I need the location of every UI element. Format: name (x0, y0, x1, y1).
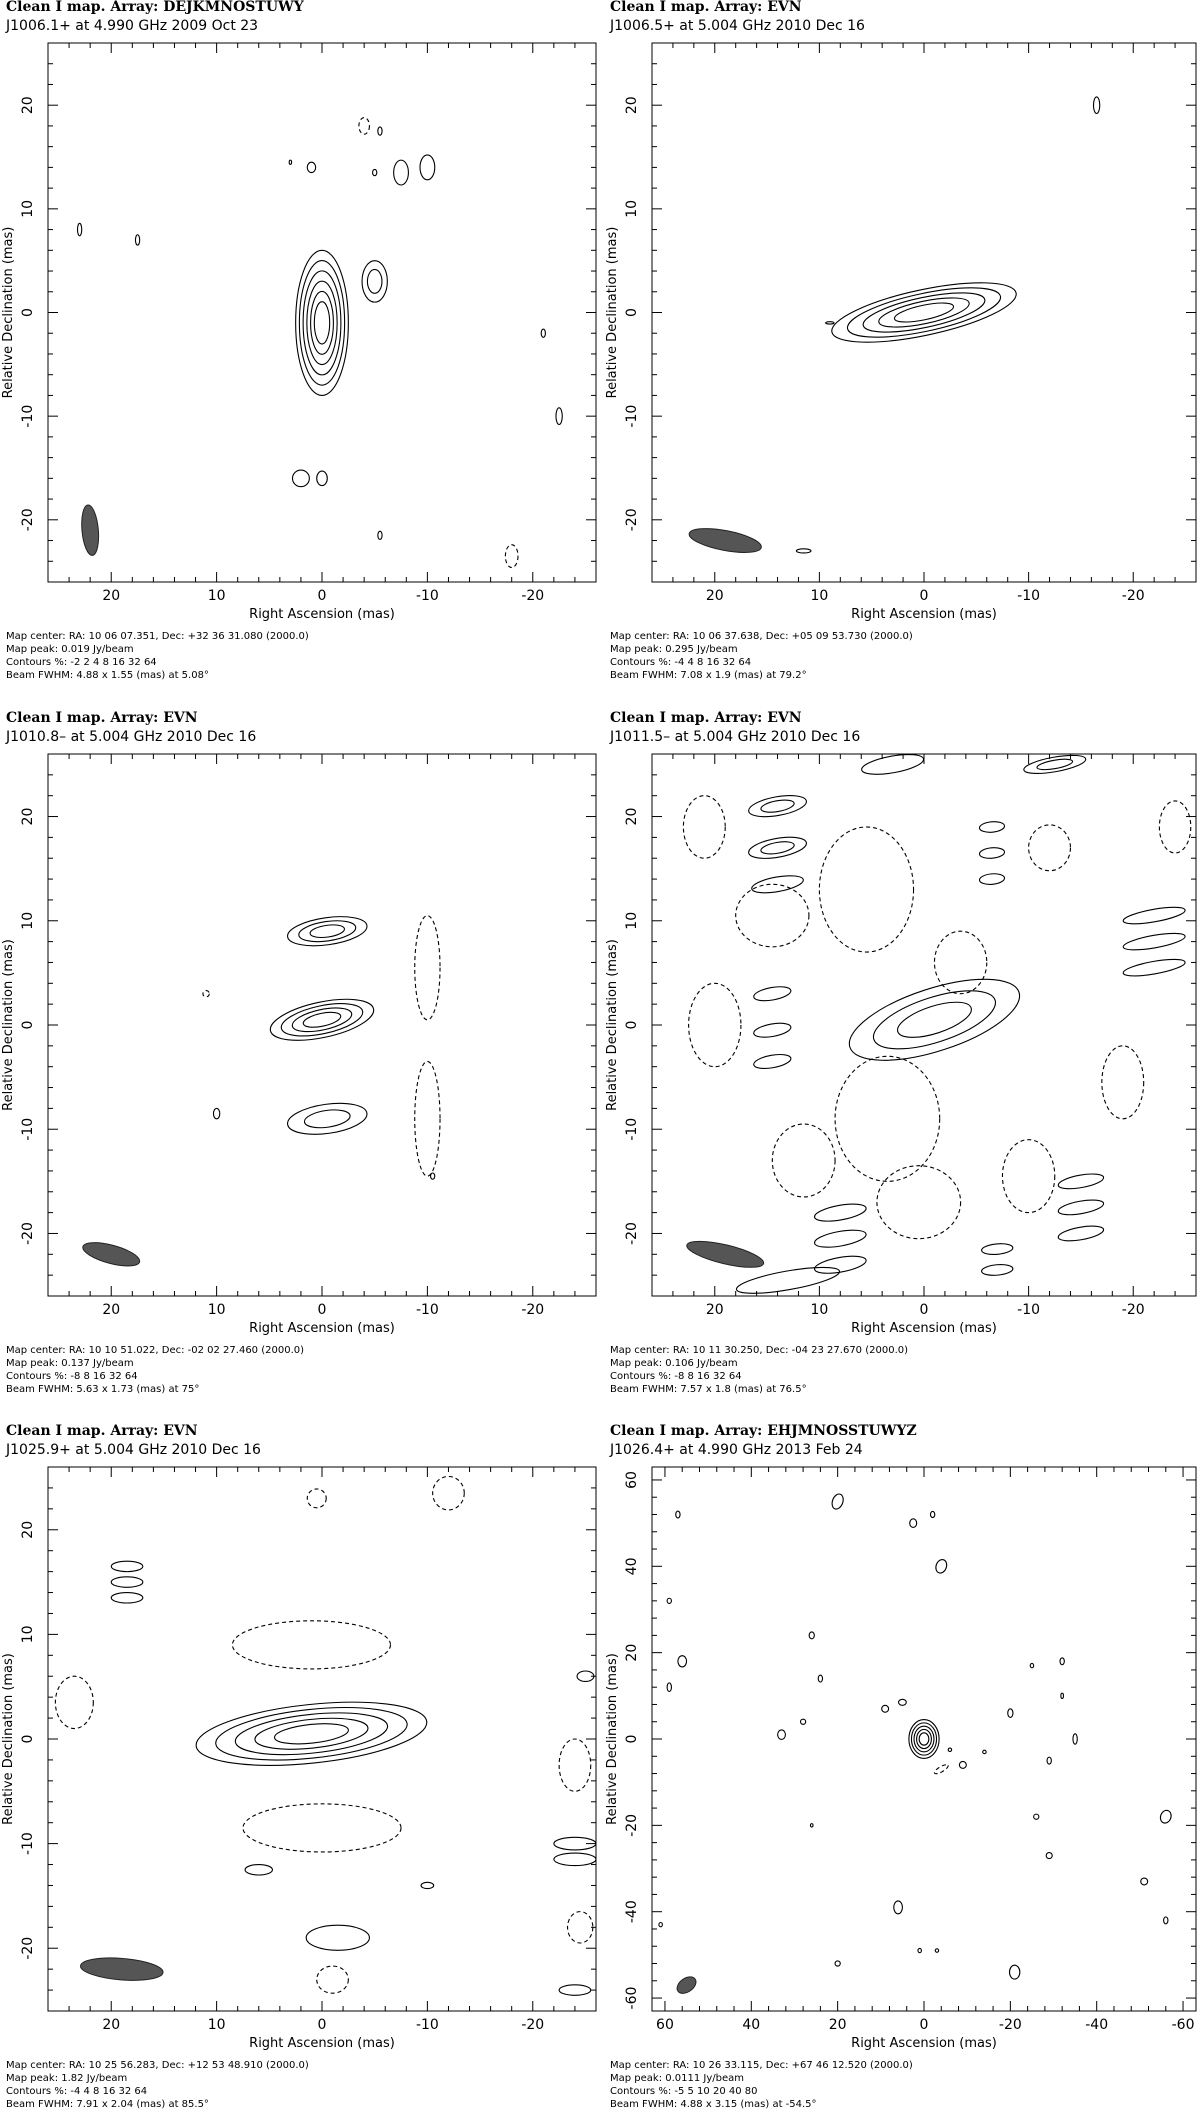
x-tick-label: -10 (415, 2017, 439, 2033)
contour-2-level-1 (267, 992, 377, 1049)
x-tick-label: 10 (810, 1302, 829, 1318)
x-tick-label: 20 (102, 1302, 121, 1318)
contour-37-level-1 (983, 1750, 986, 1753)
x-axis-label: Right Ascension (mas) (851, 2036, 997, 2051)
x-tick-label: 20 (102, 2017, 121, 2033)
contour-23-level-1 (772, 1124, 835, 1197)
contour-8-level-1 (979, 847, 1005, 860)
contour-34-level-1 (1164, 1917, 1168, 1924)
map-panel-6 (605, 1423, 1196, 2110)
beam-ellipse (685, 1236, 766, 1273)
y-tick-label: -20 (20, 1936, 36, 1960)
y-tick-label: 10 (20, 1625, 36, 1644)
x-tick-label: 10 (207, 2017, 226, 2033)
contour-4-level-1 (930, 1511, 934, 1517)
x-tick-label: -20 (521, 1302, 545, 1318)
contour-25-level-1 (877, 1166, 961, 1239)
map-panel-4 (605, 710, 1196, 1395)
contour-10-level-1 (245, 1865, 272, 1875)
contour-layer (55, 1476, 596, 1995)
x-tick-label: -40 (1085, 2017, 1109, 2033)
map-info-line: Beam FWHM: 5.63 x 1.73 (mas) at 75° (6, 1384, 200, 1395)
contour-18-level-1 (559, 1985, 591, 1995)
contour-22-level-1 (933, 1763, 949, 1775)
panel-title: Clean I map. Array: EVN (610, 0, 802, 15)
contour-1-level-2 (911, 1723, 936, 1755)
contour-1-level-1 (909, 1720, 939, 1759)
contour-9-level-1 (979, 873, 1005, 886)
contour-36-level-1 (948, 1748, 951, 1751)
beam-ellipse (674, 1973, 699, 1996)
map-info-line: Map center: RA: 10 26 33.115, Dec: +67 46 12.520 (2000.0) (610, 2060, 913, 2071)
source-subtitle: J1026.4+ at 4.990 GHz 2013 Feb 24 (610, 1442, 863, 1458)
contour-11-level-1 (135, 235, 139, 245)
plot-frame (652, 754, 1196, 1296)
contour-6-level-1 (111, 1593, 143, 1603)
contour-2-level-1 (830, 1492, 845, 1510)
contour-layer (683, 751, 1190, 1299)
x-tick-label: 0 (317, 1302, 327, 1318)
source-subtitle: J1025.9+ at 5.004 GHz 2010 Dec 16 (6, 1442, 261, 1458)
y-tick-label: -20 (624, 508, 640, 532)
x-tick-label: -60 (1171, 2017, 1195, 2033)
x-tick-label: -20 (1121, 588, 1145, 604)
contour-3-level-2 (303, 1107, 351, 1130)
x-axis-label: Right Ascension (mas) (851, 1321, 997, 1336)
beam-ellipse (80, 504, 101, 556)
contour-17-level-1 (505, 545, 518, 568)
contour-28-level-1 (810, 1824, 813, 1827)
x-tick-label: -10 (1017, 588, 1041, 604)
y-tick-label: -10 (20, 1117, 36, 1141)
map-info-line: Beam FWHM: 4.88 x 1.55 (mas) at 5.08° (6, 670, 209, 681)
contour-14-level-1 (1159, 801, 1190, 853)
contour-7-level-1 (667, 1598, 671, 1603)
contour-14-level-1 (559, 1739, 591, 1791)
map-info-line: Contours %: -2 2 4 8 16 32 64 (6, 657, 157, 668)
contour-26-level-1 (1159, 1809, 1173, 1825)
contour-2-level-2 (279, 998, 366, 1043)
contour-layer (81, 912, 441, 1271)
y-tick-label: -20 (20, 1222, 36, 1245)
contour-4-level-1 (111, 1561, 143, 1571)
contour-1-level-6 (314, 302, 329, 344)
contour-1-level-4 (253, 1714, 369, 1754)
map-info-line: Map center: RA: 10 10 51.022, Dec: -02 02 27.460 (2000.0) (6, 1345, 305, 1356)
x-tick-label: 20 (705, 1302, 724, 1318)
map-info-line: Contours %: -4 4 8 16 32 64 (6, 2086, 148, 2097)
plot-frame (652, 43, 1196, 582)
contour-2-level-1 (747, 792, 808, 821)
contour-26-level-1 (813, 1201, 867, 1224)
contour-34-level-1 (1057, 1223, 1105, 1243)
contour-1-level-2 (299, 261, 344, 386)
contour-4-level-1 (420, 155, 435, 180)
contour-6-level-1 (378, 127, 382, 135)
contour-14-level-1 (292, 470, 309, 487)
contour-1-level-5 (893, 299, 955, 326)
y-tick-label: 60 (624, 1471, 640, 1489)
x-tick-label: 0 (919, 2017, 929, 2033)
source-subtitle: J1010.8– at 5.004 GHz 2010 Dec 16 (6, 729, 257, 745)
beam-ellipse (80, 1955, 164, 1983)
contour-16-level-1 (819, 827, 913, 952)
contour-8-level-1 (433, 1476, 465, 1509)
x-tick-label: -20 (521, 588, 545, 604)
plot-frame (48, 1467, 596, 2011)
y-tick-label: 0 (20, 1020, 36, 1030)
x-tick-label: -20 (1121, 1302, 1145, 1318)
contour-13-level-1 (317, 1966, 349, 1993)
contour-13-level-1 (556, 408, 562, 425)
contour-30-level-1 (1002, 1140, 1054, 1213)
contour-16-level-1 (1008, 1709, 1013, 1718)
contour-7-level-1 (373, 169, 377, 175)
y-tick-label: 0 (624, 308, 640, 317)
y-tick-label: -40 (624, 1900, 640, 1924)
contour-3-level-1 (796, 549, 811, 553)
contour-5-level-1 (111, 1577, 143, 1587)
contour-18-level-1 (1030, 1663, 1033, 1667)
map-info-line: Contours %: -5 5 10 20 40 80 (610, 2086, 758, 2097)
contour-15-level-1 (683, 796, 725, 859)
map-info-line: Contours %: -8 8 16 32 64 (610, 1371, 742, 1382)
contour-5-level-1 (359, 118, 370, 135)
y-tick-label: 0 (624, 1734, 640, 1744)
source-subtitle: J1011.5– at 5.004 GHz 2010 Dec 16 (610, 729, 861, 745)
contour-13-level-1 (899, 1699, 907, 1705)
contour-32-level-1 (1057, 1171, 1105, 1191)
map-info-line: Map peak: 0.0111 Jy/beam (610, 2073, 745, 2084)
contour-6-level-1 (676, 1511, 680, 1518)
contour-1-level-1 (286, 912, 369, 950)
y-tick-label: 10 (20, 199, 36, 218)
contour-3-level-1 (910, 1519, 917, 1528)
map-info-line: Map peak: 0.106 Jy/beam (610, 1358, 738, 1369)
x-tick-label: 10 (810, 588, 829, 604)
map-info-line: Map peak: 0.019 Jy/beam (6, 644, 134, 655)
y-tick-label: 20 (20, 807, 36, 826)
x-axis-label: Right Ascension (mas) (249, 2036, 395, 2051)
contour-35-level-1 (659, 1922, 662, 1926)
contour-2-level-2 (760, 798, 795, 814)
x-tick-label: -10 (1017, 1302, 1041, 1318)
x-tick-label: 0 (919, 1302, 929, 1318)
panel-title: Clean I map. Array: EVN (6, 710, 198, 726)
y-tick-label: -10 (20, 1832, 36, 1856)
contour-21-level-1 (1047, 1757, 1051, 1764)
contour-5-level-1 (860, 751, 925, 778)
y-axis-label: Relative Declination (mas) (605, 226, 620, 399)
y-tick-label: 0 (20, 308, 36, 317)
x-axis-label: Right Ascension (mas) (851, 607, 997, 622)
contour-7-level-1 (979, 821, 1005, 834)
map-info-line: Contours %: -4 4 8 16 32 64 (610, 657, 752, 668)
contour-24-level-1 (1034, 1814, 1039, 1819)
contour-2-level-1 (362, 261, 387, 302)
contour-7-level-1 (213, 1108, 219, 1118)
contour-2-level-3 (290, 1004, 354, 1037)
x-tick-label: 0 (919, 588, 929, 604)
y-tick-label: 40 (624, 1557, 640, 1576)
y-tick-label: 20 (20, 96, 36, 115)
contour-3-level-2 (760, 840, 795, 856)
contour-8-level-1 (307, 162, 315, 172)
contour-7-level-1 (55, 1676, 93, 1728)
contour-9-level-1 (289, 160, 291, 164)
contour-27-level-1 (1141, 1878, 1148, 1885)
contour-8-level-1 (678, 1656, 687, 1667)
contour-25-level-1 (1046, 1853, 1052, 1859)
y-tick-label: 0 (624, 1020, 640, 1030)
contour-2-level-2 (367, 269, 382, 293)
contour-15-level-1 (801, 1719, 806, 1724)
contour-1-level-3 (894, 995, 976, 1045)
contour-19-level-1 (753, 984, 792, 1003)
x-tick-label: -10 (415, 1302, 439, 1318)
map-panel-2 (605, 0, 1196, 681)
contour-16-level-1 (378, 531, 382, 539)
map-info-line: Contours %: -8 8 16 32 64 (6, 1371, 138, 1382)
beam-ellipse (81, 1238, 142, 1271)
map-info-line: Map center: RA: 10 25 56.283, Dec: +12 53 48.910 (2000.0) (6, 2060, 309, 2071)
contour-29-level-1 (894, 1901, 903, 1914)
y-tick-label: -10 (624, 404, 640, 428)
contour-23-level-1 (959, 1761, 966, 1768)
contour-12-level-1 (306, 1925, 369, 1950)
panel-title: Clean I map. Array: EVN (610, 710, 802, 726)
source-subtitle: J1006.5+ at 5.004 GHz 2010 Dec 16 (610, 18, 865, 34)
y-tick-label: -60 (624, 1986, 640, 2010)
contour-3-level-1 (394, 160, 409, 185)
map-panel-5 (1, 1423, 596, 2110)
y-tick-label: 0 (20, 1734, 36, 1744)
panel-title: Clean I map. Array: EVN (6, 1423, 198, 1439)
contour-5-level-1 (415, 1061, 440, 1176)
contour-10-level-1 (78, 223, 82, 235)
contour-31-level-1 (935, 1949, 938, 1952)
panel-title: Clean I map. Array: EHJMNOSSTUWYZ (610, 1423, 917, 1439)
contour-35-level-1 (981, 1243, 1013, 1256)
contour-33-level-1 (1057, 1197, 1105, 1217)
source-subtitle: J1006.1+ at 4.990 GHz 2009 Oct 23 (6, 18, 259, 34)
contour-1-level-2 (213, 1700, 409, 1768)
plot-frame (48, 43, 596, 582)
contour-layer (78, 118, 563, 568)
contour-20-level-1 (1073, 1734, 1077, 1744)
beam-ellipse (687, 524, 763, 557)
contour-3-level-1 (747, 833, 808, 862)
contour-1-level-3 (309, 923, 345, 939)
contour-17-level-1 (736, 884, 809, 947)
x-tick-label: 40 (742, 2017, 761, 2033)
contour-21-level-1 (753, 1052, 792, 1071)
contour-2-level-4 (302, 1010, 342, 1031)
x-tick-label: 10 (207, 588, 226, 604)
map-panel-1 (1, 0, 596, 681)
map-info-line: Map peak: 1.82 Jy/beam (6, 2073, 128, 2084)
contour-24-level-1 (934, 931, 986, 994)
y-tick-label: 20 (624, 96, 640, 115)
y-tick-label: -20 (20, 508, 36, 532)
contour-18-level-1 (689, 983, 741, 1066)
y-axis-label: Relative Declination (mas) (1, 226, 16, 399)
contour-12-level-1 (541, 329, 545, 337)
contour-1-level-1 (827, 271, 1021, 355)
y-tick-label: 10 (624, 199, 640, 218)
map-info-line: Map center: RA: 10 11 30.250, Dec: -04 23 27.670 (2000.0) (610, 1345, 909, 1356)
contour-1-level-5 (274, 1721, 350, 1747)
contour-layer (687, 97, 1099, 557)
contour-1-level-1 (193, 1693, 430, 1775)
y-tick-label: -20 (624, 1813, 640, 1837)
map-info-line: Beam FWHM: 4.88 x 3.15 (mas) at -54.5° (610, 2099, 817, 2110)
contour-1-level-5 (919, 1733, 929, 1745)
contour-12-level-1 (1122, 930, 1186, 953)
x-tick-label: 20 (705, 588, 724, 604)
contour-30-level-1 (918, 1948, 921, 1952)
y-tick-label: 20 (624, 1643, 640, 1662)
contour-9-level-1 (667, 1683, 671, 1692)
contour-20-level-1 (753, 1021, 792, 1040)
contour-3-level-1 (286, 1099, 369, 1139)
x-tick-label: 20 (828, 2017, 847, 2033)
plot-frame (48, 754, 596, 1296)
x-tick-label: 10 (207, 1302, 226, 1318)
map-info-line: Beam FWHM: 7.57 x 1.8 (mas) at 76.5° (610, 1384, 807, 1395)
map-info-line: Map center: RA: 10 06 07.351, Dec: +32 36 31.080 (2000.0) (6, 631, 309, 642)
x-tick-label: 20 (102, 588, 121, 604)
contour-4-level-1 (415, 916, 440, 1020)
contour-8-level-1 (431, 1173, 435, 1179)
contour-19-level-1 (1061, 1693, 1064, 1698)
contour-31-level-1 (1102, 1046, 1144, 1119)
x-tick-label: 0 (317, 588, 327, 604)
y-tick-label: -10 (624, 1117, 640, 1141)
contour-17-level-1 (568, 1912, 593, 1943)
contour-16-level-1 (554, 1853, 596, 1866)
x-axis-label: Right Ascension (mas) (249, 607, 395, 622)
contour-3-level-1 (243, 1804, 401, 1852)
contour-10-level-1 (1029, 825, 1071, 871)
map-info-line: Map center: RA: 10 06 37.638, Dec: +05 09 53.730 (2000.0) (610, 631, 913, 642)
map-info-line: Beam FWHM: 7.91 x 2.04 (mas) at 85.5° (6, 2099, 209, 2110)
y-tick-label: 10 (624, 911, 640, 930)
contour-12-level-1 (882, 1705, 889, 1712)
contour-11-level-1 (818, 1675, 822, 1682)
contour-2-level-1 (232, 1621, 390, 1669)
x-tick-label: -20 (521, 2017, 545, 2033)
panel-title: Clean I map. Array: DEJKMNOSTUWY (6, 0, 304, 15)
contour-6-level-1 (203, 991, 209, 997)
contour-32-level-1 (835, 1961, 840, 1966)
contour-11-level-1 (1122, 904, 1186, 927)
contour-1-level-1 (840, 963, 1028, 1077)
contour-33-level-1 (1009, 1965, 1019, 1979)
contour-1-level-2 (867, 979, 1002, 1061)
y-axis-label: Relative Declination (mas) (605, 1653, 620, 1825)
y-tick-label: 20 (20, 1520, 36, 1539)
y-tick-label: -10 (20, 404, 36, 428)
contour-9-level-1 (307, 1489, 326, 1508)
x-tick-label: 60 (656, 2017, 674, 2033)
map-panel-3 (1, 710, 596, 1395)
contour-10-level-1 (809, 1632, 814, 1639)
contour-layer (659, 1492, 1173, 1996)
x-axis-label: Right Ascension (mas) (249, 1321, 395, 1336)
contour-6-level-1 (1023, 752, 1087, 777)
x-tick-label: -10 (415, 588, 439, 604)
contour-1-level-4 (877, 292, 972, 333)
contour-11-level-1 (421, 1882, 434, 1888)
map-info-line: Map peak: 0.295 Jy/beam (610, 644, 738, 655)
contour-22-level-1 (835, 1056, 940, 1181)
contour-15-level-1 (317, 471, 328, 486)
y-axis-label: Relative Declination (mas) (1, 939, 16, 1111)
y-tick-label: -20 (624, 1222, 640, 1245)
contour-36-level-1 (981, 1263, 1013, 1276)
contour-2-level-1 (1093, 97, 1099, 114)
contour-1-level-4 (307, 281, 337, 364)
contour-27-level-1 (813, 1227, 867, 1250)
contour-5-level-1 (934, 1558, 948, 1575)
contour-28-level-1 (813, 1253, 867, 1276)
y-tick-label: 20 (624, 807, 640, 826)
contour-4-level-1 (826, 322, 834, 324)
contour-14-level-1 (778, 1730, 786, 1739)
contour-1-level-3 (303, 271, 341, 375)
map-info-line: Beam FWHM: 7.08 x 1.9 (mas) at 79.2° (610, 670, 807, 681)
contour-13-level-1 (1122, 956, 1186, 979)
x-tick-label: 0 (317, 2017, 327, 2033)
map-info-line: Map peak: 0.137 Jy/beam (6, 1358, 134, 1369)
y-tick-label: 10 (20, 911, 36, 930)
y-axis-label: Relative Declination (mas) (605, 939, 620, 1111)
contour-17-level-1 (1060, 1658, 1064, 1665)
plot-frame (652, 1467, 1196, 2011)
y-axis-label: Relative Declination (mas) (1, 1653, 16, 1825)
contour-1-level-3 (233, 1707, 389, 1761)
contour-1-level-2 (844, 278, 1005, 348)
x-tick-label: -20 (998, 2017, 1022, 2033)
